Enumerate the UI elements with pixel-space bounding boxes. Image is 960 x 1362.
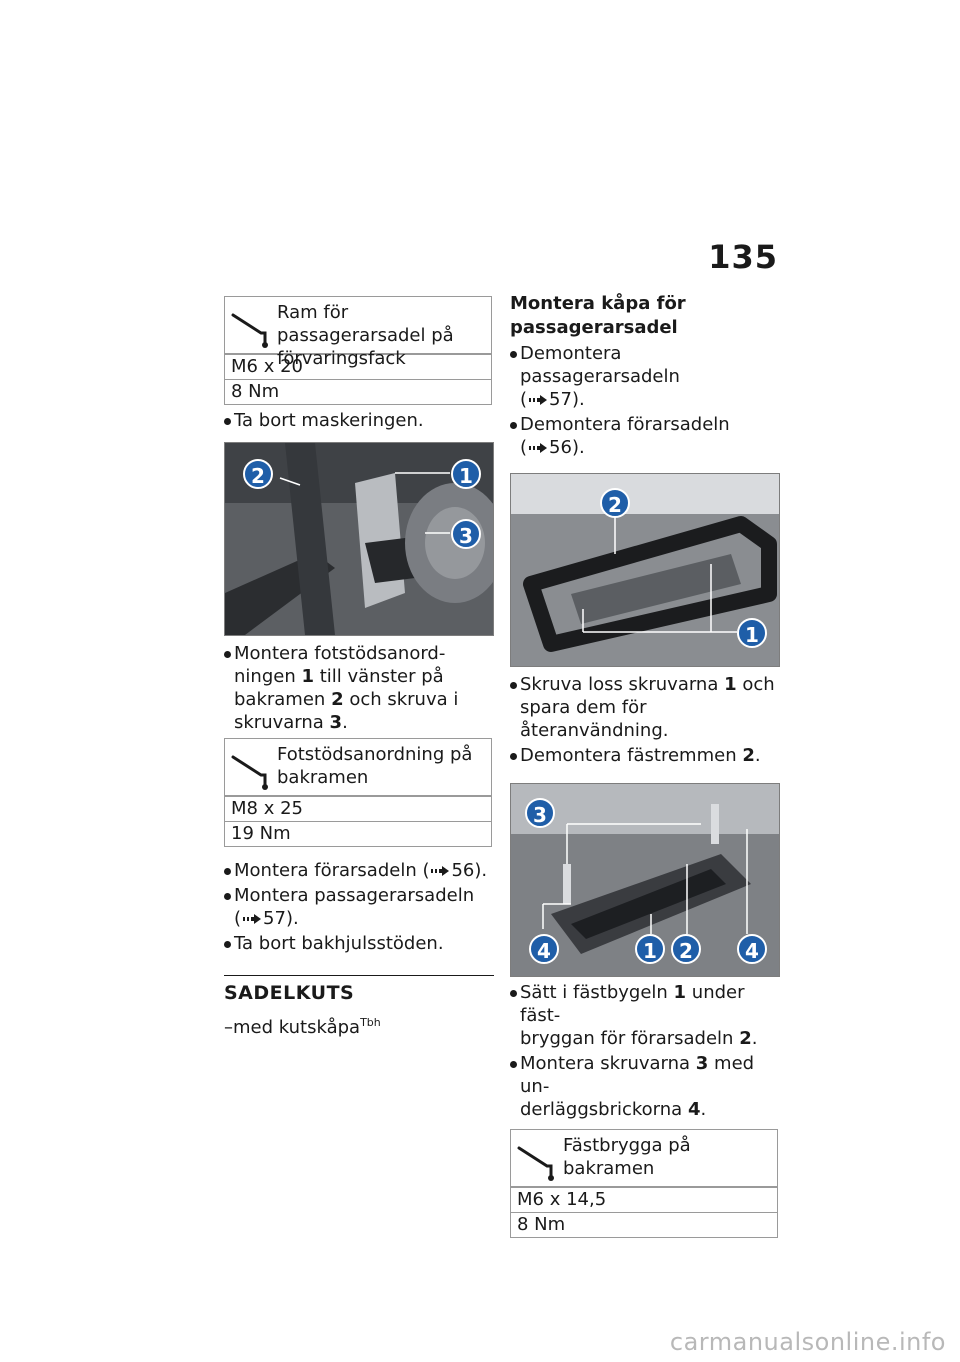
step-demount-strap: Demontera fästremmen 2. <box>510 744 780 767</box>
callout-1: 1 <box>635 934 665 964</box>
watermark: carmanualsonline.info <box>669 1328 946 1356</box>
step-mount-passenger-seat: Montera passagerarsadeln ( 57). <box>224 884 494 930</box>
page-number: 135 <box>708 238 778 276</box>
torque-value: 8 Nm <box>511 1212 777 1237</box>
callout-3: 3 <box>451 519 481 549</box>
page-reference-arrow-icon <box>529 443 547 453</box>
step-unscrew-screws: Skruva loss skruvarna 1 och spara dem för återanvändning. <box>510 673 780 742</box>
step-remove-masking: Ta bort maskeringen. <box>224 409 494 432</box>
callout-4: 4 <box>737 934 767 964</box>
callout-2: 2 <box>243 459 273 489</box>
torque-table-2 <box>224 738 492 847</box>
torque-size: M6 x 14,5 <box>511 1187 777 1212</box>
wrench-icon <box>517 1142 557 1182</box>
photo-footrest <box>224 442 494 636</box>
callout-1: 1 <box>737 618 767 648</box>
torque-label: Fästbrygga på bakramen <box>563 1135 691 1179</box>
callout-2: 2 <box>671 934 701 964</box>
step-remove-stand: Ta bort bakhjulsstöden. <box>224 932 494 955</box>
torque-size: M8 x 25 <box>225 796 491 821</box>
callout-1: 1 <box>451 459 481 489</box>
right-column <box>510 292 780 1238</box>
step-insert-bracket: Sätt i fästbygeln 1 under fäst- bryggan för förarsadeln 2. <box>510 981 780 1050</box>
step-demount-passenger-seat: Demontera passagerarsadeln ( 57). <box>510 342 780 411</box>
page-reference-arrow-icon <box>243 914 261 924</box>
callout-2: 2 <box>600 488 630 518</box>
torque-label: Fotstödsanordning på bakramen <box>277 744 473 788</box>
wrench-icon <box>231 309 271 349</box>
step-mount-footrest: Montera fotstödsanord- ningen 1 till vänster på bakramen 2 och skruva i skruvarna 3. <box>224 642 494 734</box>
step-demount-rider-seat: Demontera förarsadeln ( 56). <box>510 413 780 459</box>
torque-table-3 <box>510 1129 778 1238</box>
torque-table-1 <box>224 296 492 405</box>
step-mount-rider-seat: Montera förarsadeln ( 56). <box>224 859 494 882</box>
photo-seat-cover <box>510 473 780 667</box>
left-column <box>224 296 494 1039</box>
wrench-icon <box>231 751 271 791</box>
torque-size: M6 x 20 <box>225 354 491 379</box>
callout-3: 3 <box>525 798 555 828</box>
torque-value: 8 Nm <box>225 379 491 404</box>
page-reference-arrow-icon <box>529 395 547 405</box>
photo-bracket <box>510 783 780 977</box>
section-subtitle: –med kutskåpa$^{Tbh}$ <box>224 1016 381 1038</box>
page-reference-arrow-icon <box>431 866 449 876</box>
torque-label: Ram för passagerarsadel på förvaringsfack <box>277 302 454 369</box>
section-heading: Montera kåpa för passagerarsadel <box>510 293 686 338</box>
section-title: SADELKUTS <box>224 975 494 1005</box>
torque-value: 19 Nm <box>225 821 491 846</box>
callout-4: 4 <box>529 934 559 964</box>
step-mount-screws: Montera skruvarna 3 med un- derläggsbrickorna 4. <box>510 1052 780 1121</box>
